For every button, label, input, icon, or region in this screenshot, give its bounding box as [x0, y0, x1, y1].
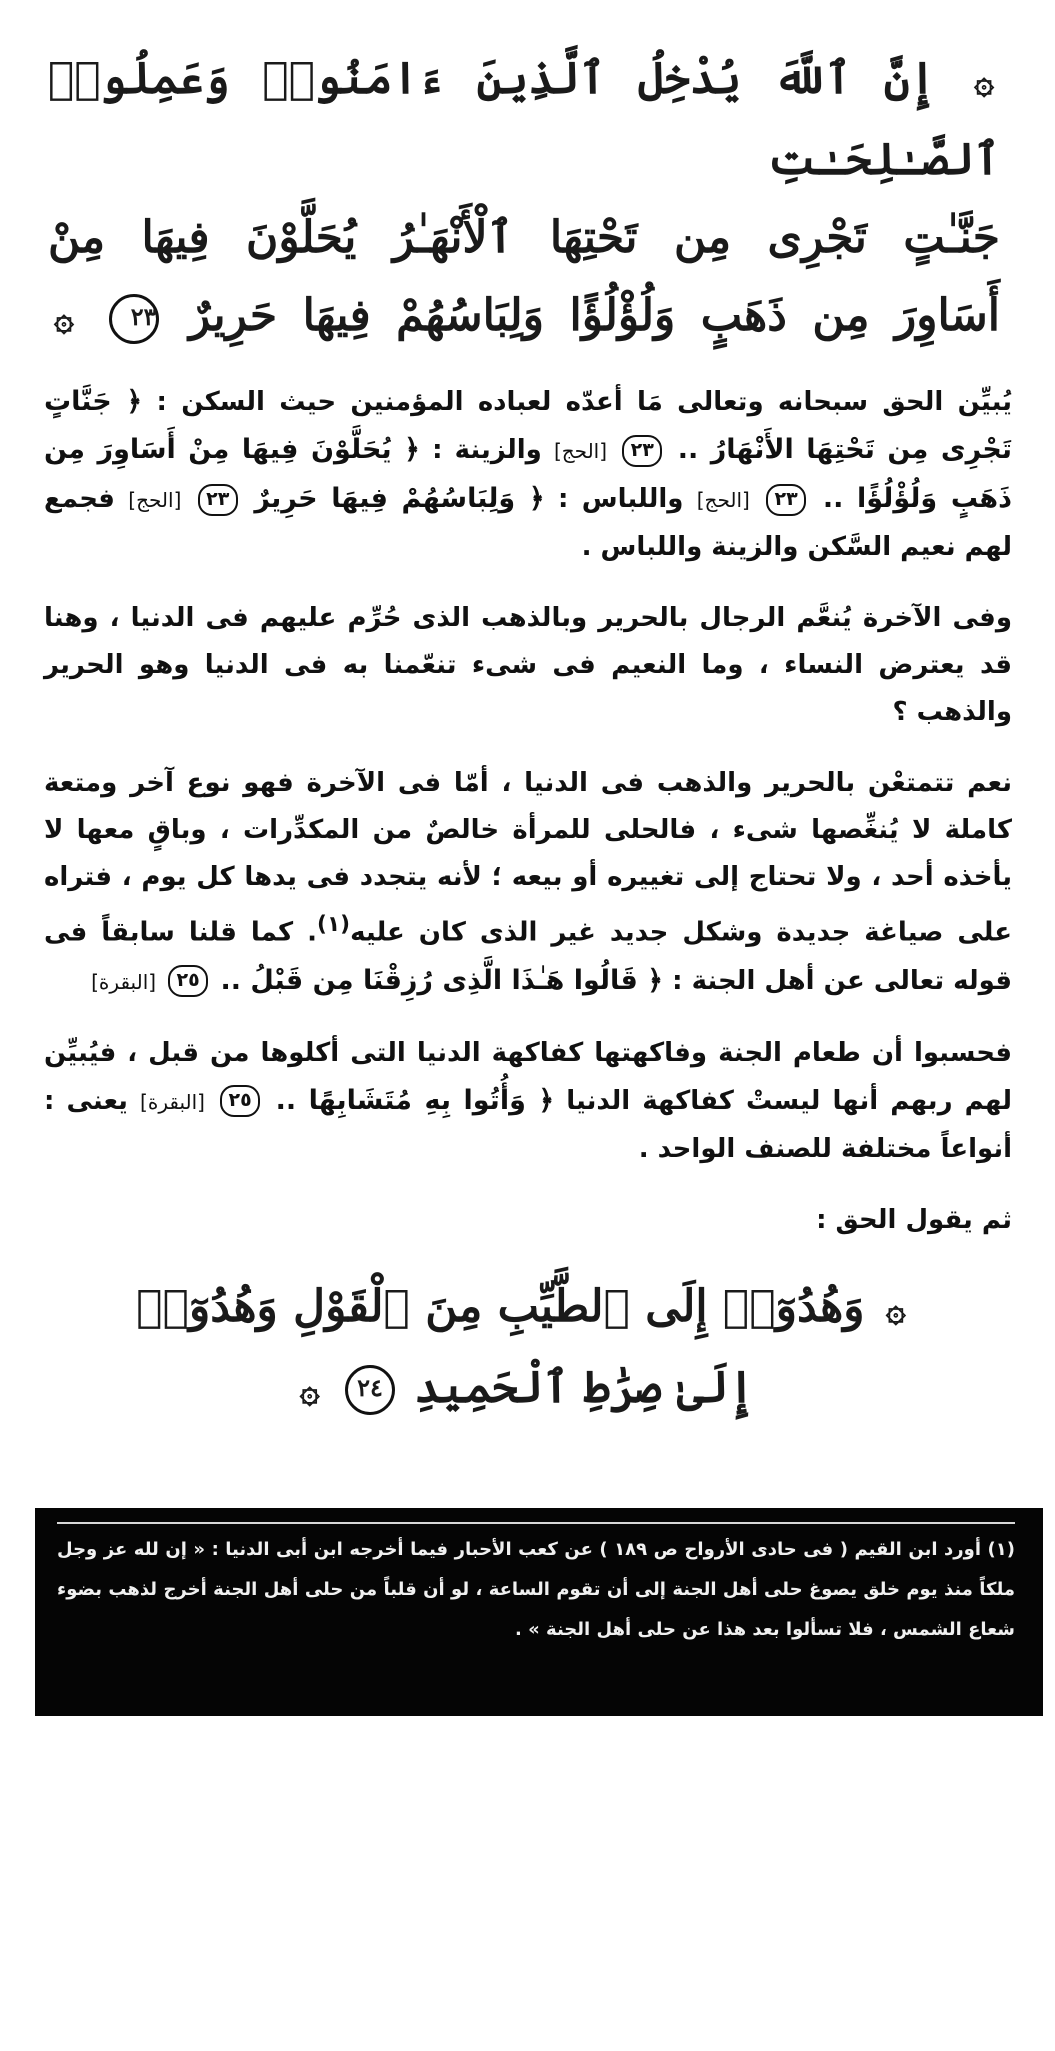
ayah-number: ٢٥: [168, 965, 208, 997]
ornament-icon: ۞: [299, 1370, 320, 1411]
verse-top-line-2: جَنَّـٰتٍ تَجْرِى مِن تَحْتِهَا ٱلْأَنْهَـٰرُ يُحَلَّوْنَ فِيهَا مِنْ: [48, 212, 1000, 263]
ornament-icon: ۞: [974, 62, 994, 102]
verse-top: [38, 40, 1018, 358]
verse-bottom-line-1: وَهُدُوٓا۟ إِلَى ٱلطَّيِّبِ مِنَ ٱلْقَوْلِ وَهُدُوٓا۟: [136, 1280, 865, 1332]
footnote-box: [35, 1508, 1043, 1716]
quran-quote: ﴿ جَنَّاتٍ تَجْرِى مِن تَحْتِهَا الأَنْهَارُ ..: [44, 386, 1013, 465]
surah-ref: [الحج]: [696, 488, 750, 512]
ayah-number: ٢٣: [198, 484, 238, 516]
surah-ref: [البقرة]: [91, 969, 157, 994]
ornament-icon: ۞: [54, 299, 74, 339]
ayah-number: ٢٣: [109, 294, 159, 344]
verse-top-line-1: إِنَّ ٱللَّهَ يُدْخِلُ ٱلَّذِينَ ءَامَنُوا۟ وَعَمِلُوا۟ ٱلصَّـٰلِحَـٰتِ: [48, 53, 1000, 185]
ornament-icon: ۞: [885, 1289, 906, 1330]
paragraph-4: فحسبوا أن طعام الجنة وفاكهتها كفاكهة الدنيا التى أكلوها من قبل ، فيُبيِّن لهم ربهم أنها ليستْ كفاكهة الدنيا ﴿ وَأُتُوا بِهِ مُتَشَابِهًا .. ٢٥ [البقرة] يعنى : أنواعاً مختلفة للصنف الواحد .: [44, 1037, 1012, 1164]
paragraph-2: وفى الآخرة يُنعَّم الرجال بالحرير وبالذهب الذى حُرِّم عليهم فى الدنيا ، وهنا قد يعترض النساء ، وما النعيم فى شىء تنعّمنا به فى الدنيا وهو الحرير والذهب ؟: [44, 603, 1012, 727]
footnote-divider: [57, 1522, 1015, 1524]
verse-top-line-3: أَسَاوِرَ مِن ذَهَبٍ وَلُؤْلُؤًا وَلِبَاسُهُمْ فِيهَا حَرِيرٌ: [189, 290, 1000, 341]
verse-bottom-line-2: إِلَىٰ صِرَٰطِ ٱلْحَمِيدِ: [414, 1361, 755, 1413]
surah-ref: [الحج]: [128, 488, 182, 512]
quran-quote: ﴿ قَالُوا هَـٰذَا الَّذِى رُزِقْنَا مِن قَبْلُ ..: [211, 964, 664, 996]
quran-quote: ﴿ وَأُتُوا بِهِ مُتَشَابِهًا ..: [263, 1084, 555, 1116]
footnote-marker: (١): [317, 912, 351, 937]
footnote-text: (١) أورد ابن القيم ( فى حادى الأرواح ص ١٨٩ ) عن كعب الأحبار فيما أخرجه ابن أبى الدنيا : « إن لله عز وجل ملكاً منذ يوم خلق يصوغ حلى أهل الجنة إلى أن تقوم الساعة ، لو أن قلباً من حلى أهل الجنة أخرج لذهب بضوء شعاع الشمس ، فلا تسألوا بعد هذا عن حلى أهل الجنة » .: [57, 1539, 1015, 1640]
paragraph-3: نعم تتمتعْن بالحرير والذهب فى الدنيا ، أمّا فى الآخرة فهو نوع آخر ومتعة كاملة لا يُنغِّصها شىء ، فالحلى للمرأة خالصٌ من المكدِّرات ، وباقٍ معها لا يأخذه أحد ، ولا تحتاج إلى تغييره أو بيعه ؛ لأنه يتجدد فى يدها كل يوم ، فتراه على صياغة جديدة وشكل جديد غير الذى كان عليه$^{(١)}$. كما قلنا سابقاً فى قوله تعالى عن أهل الجنة : ﴿ قَالُوا هَـٰذَا الَّذِى رُزِقْنَا مِن قَبْلُ .. ٢٥ [البقرة]: [44, 768, 1012, 996]
paragraph-5: ثم يقول الحق :: [816, 1204, 1012, 1235]
ayah-number: ٢٥: [220, 1085, 260, 1117]
surah-ref: [الحج]: [553, 439, 608, 463]
paragraph-1: يُبيِّن الحق سبحانه وتعالى مَا أعدّه لعباده المؤمنين حيث السكن : ﴿ جَنَّاتٍ تَجْرِى مِن تَحْتِهَا الأَنْهَارُ .. ٢٣ [الحج] والزينة : ﴿ يُحَلَّوْنَ فِيهَا مِنْ أَسَاوِرَ مِن ذَهَبٍ وَلُؤْلُؤًا .. ٢٣ [الحج] واللباس : ﴿ وَلِبَاسُهُمْ فِيهَا حَرِيرٌ ٢٣ [الحج] فجمع لهم نعيم السَّكن والزينة واللباس .: [44, 386, 1013, 562]
ayah-number: ٢٣: [622, 435, 662, 467]
page-content: [38, 30, 1018, 1450]
surah-ref: [البقرة]: [140, 1089, 205, 1114]
quran-quote: ﴿ وَلِبَاسُهُمْ فِيهَا حَرِيرٌ: [240, 483, 545, 514]
ayah-number: ٢٤: [345, 1365, 395, 1415]
quran-quote: ﴿ يُحَلَّوْنَ فِيهَا مِنْ أَسَاوِرَ مِن ذَهَبٍ وَلُؤْلُؤًا ..: [44, 434, 1012, 514]
verse-bottom: [38, 1268, 1018, 1430]
ayah-number: ٢٣: [766, 484, 806, 516]
